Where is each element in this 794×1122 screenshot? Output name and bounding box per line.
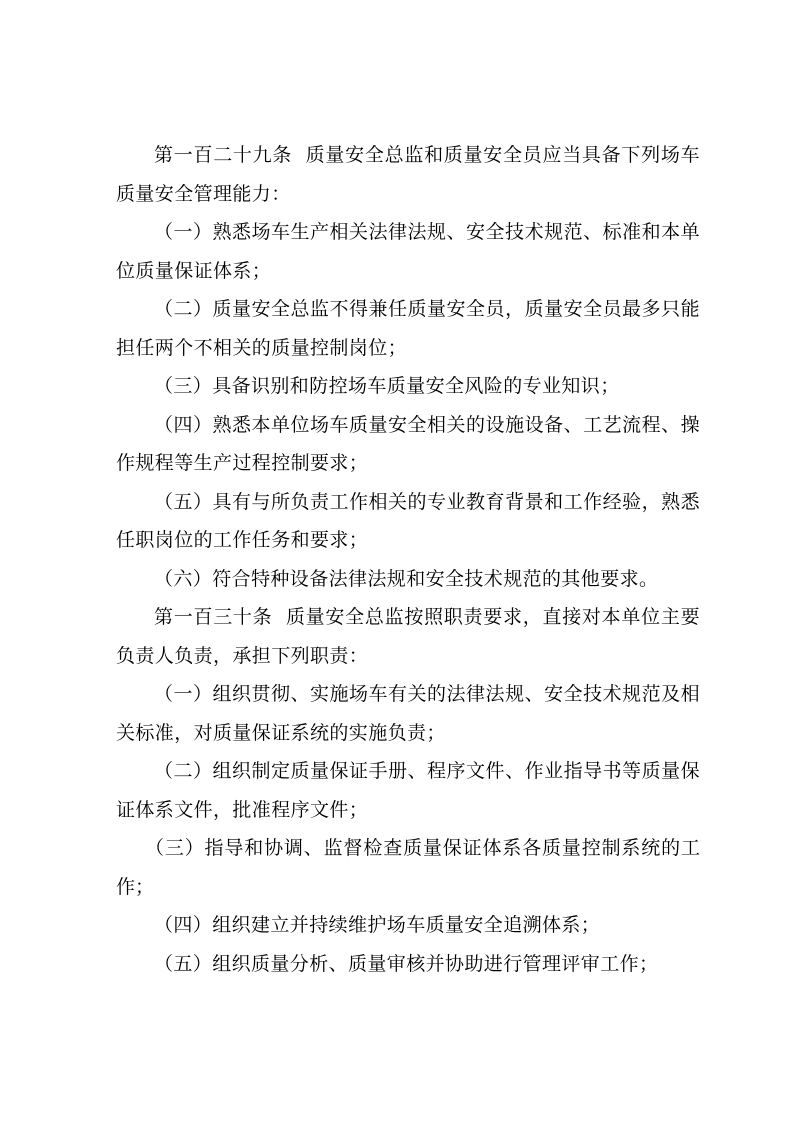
article-129-item-3: （三）具备识别和防控场车质量安全风险的专业知识； bbox=[154, 375, 620, 397]
article-130-item-5: （五）组织质量分析、质量审核并协助进行管理评审工作； bbox=[154, 952, 659, 975]
article-129-heading: 第一百二十九条 质量安全总监和质量安全员应当具备下列场车质量安全管理能力： bbox=[116, 144, 700, 205]
article-130-item-3: （三）指导和协调、监督检查质量保证体系各质量控制系统的工作； bbox=[116, 837, 700, 898]
article-129-item-2: （二）质量安全总监不得兼任质量安全员，质量安全员最多只能担任两个不相关的质量控制岗位； bbox=[116, 298, 700, 359]
article-130-heading: 第一百三十条 质量安全总监按照职责要求，直接对本单位主要负责人负责，承担下列职责： bbox=[116, 606, 700, 667]
article-130-item-2: （二）组织制定质量保证手册、程序文件、作业指导书等质量保证体系文件，批准程序文件； bbox=[116, 760, 700, 821]
article-129-item-5: （五）具有与所负责工作相关的专业教育背景和工作经验，熟悉任职岗位的工作任务和要求； bbox=[116, 490, 700, 551]
article-129-item-4: （四）熟悉本单位场车质量安全相关的设施设备、工艺流程、操作规程等生产过程控制要求； bbox=[116, 413, 700, 474]
article-130-item-4: （四）组织建立并持续维护场车质量安全追溯体系； bbox=[154, 914, 601, 936]
article-129-item-1: （一）熟悉场车生产相关法律法规、安全技术规范、标准和本单位质量保证体系； bbox=[116, 221, 700, 282]
article-129-item-6: （六）符合特种设备法律法规和安全技术规范的其他要求。 bbox=[154, 567, 659, 590]
article-130-item-1: （一）组织贯彻、实施场车有关的法律法规、安全技术规范及相关标准，对质量保证系统的实施负责； bbox=[116, 683, 700, 744]
document-body bbox=[116, 136, 700, 983]
